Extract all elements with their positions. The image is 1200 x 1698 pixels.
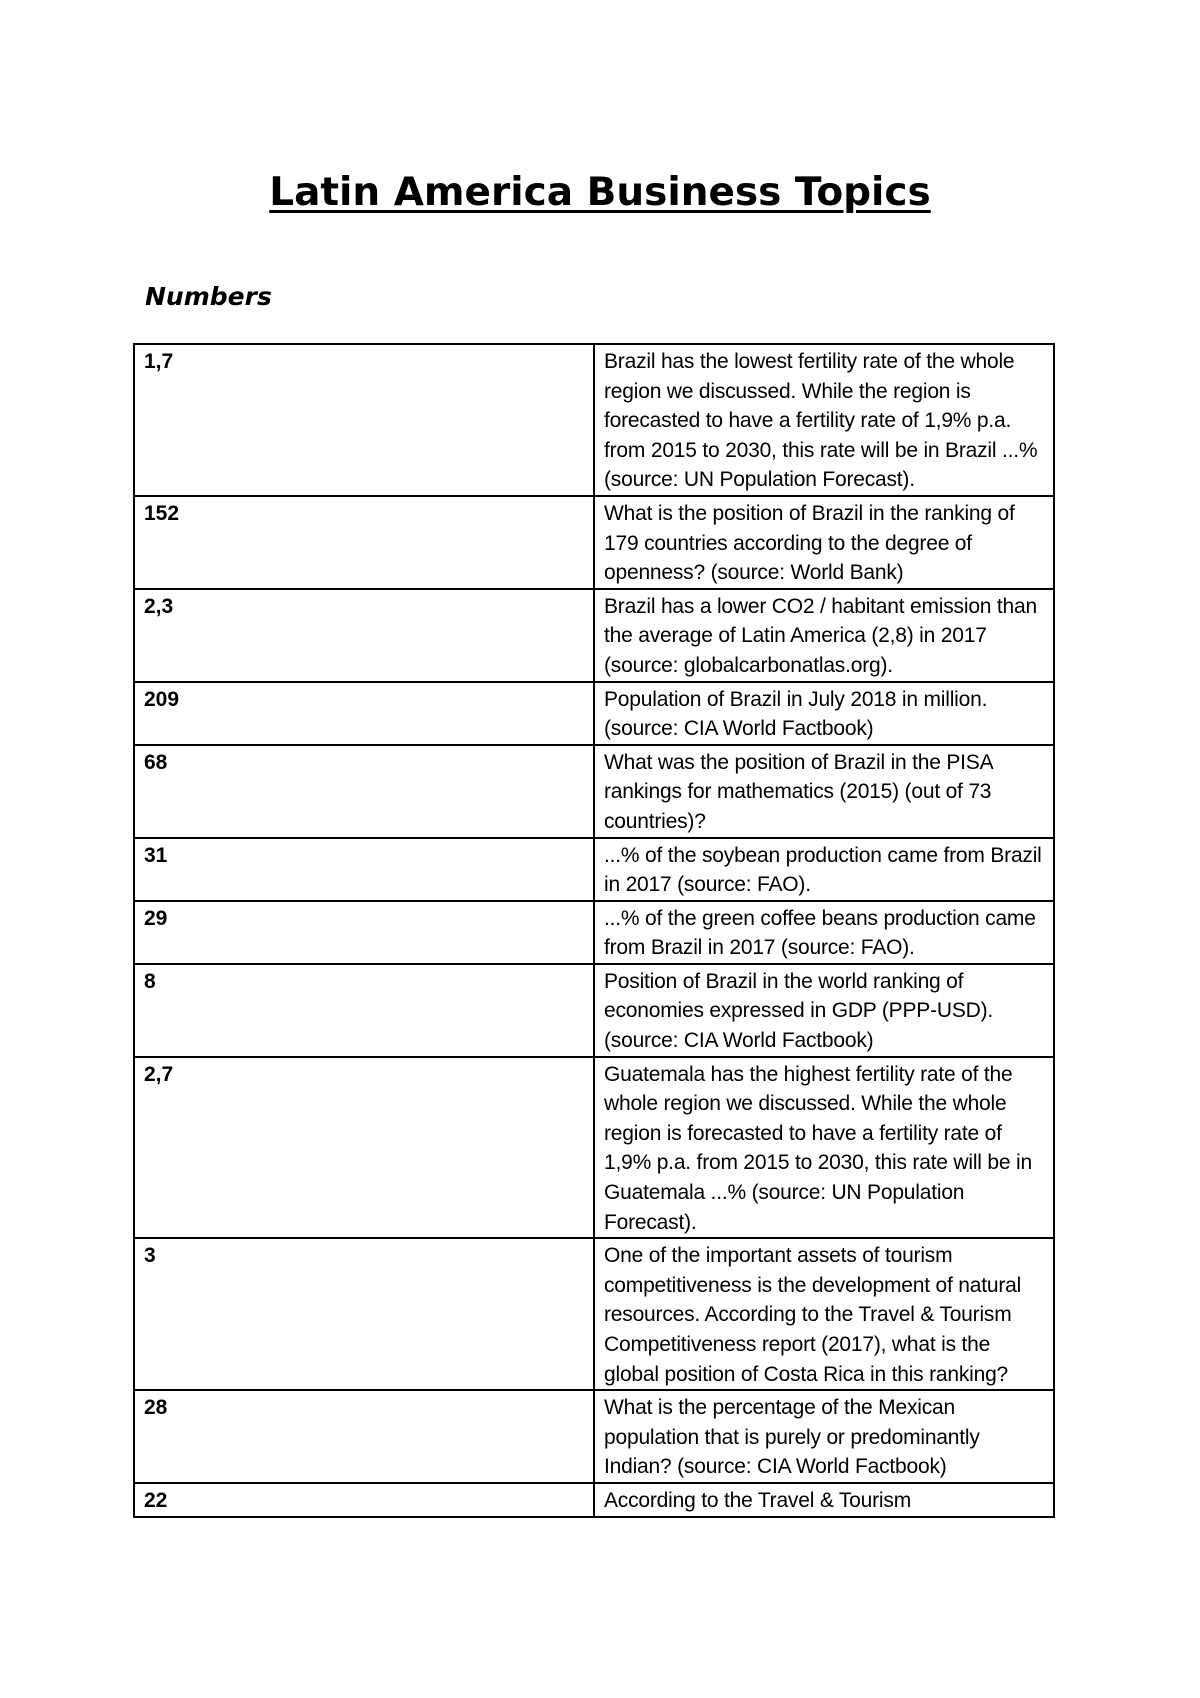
description-cell: One of the important assets of tourism competitiveness is the development of natural resources. According to the Travel & Tourism Competitiveness report (2017), what is the global position of Costa Rica in this ranking?	[594, 1238, 1054, 1390]
description-cell: ...% of the green coffee beans production came from Brazil in 2017 (source: FAO).	[594, 901, 1054, 964]
number-cell: 2,3	[134, 589, 594, 682]
description-cell: Guatemala has the highest fertility rate of the whole region we discussed. While the whole region is forecasted to have a fertility rate of 1,9% p.a. from 2015 to 2030, this rate will be in Guatemala ...% (source: UN Population Forecast).	[594, 1057, 1054, 1239]
number-cell: 2,7	[134, 1057, 594, 1239]
table-row	[134, 682, 1054, 745]
number-cell: 152	[134, 496, 594, 589]
table-row	[134, 1390, 1054, 1483]
table-row	[134, 838, 1054, 901]
table-row	[134, 496, 1054, 589]
table-row	[134, 745, 1054, 838]
numbers-table	[133, 343, 1055, 1518]
section-heading-numbers: Numbers	[145, 282, 272, 311]
table-row	[134, 901, 1054, 964]
table-row	[134, 1238, 1054, 1390]
number-cell: 3	[134, 1238, 594, 1390]
number-cell: 209	[134, 682, 594, 745]
table-row	[134, 589, 1054, 682]
description-cell: Brazil has a lower CO2 / habitant emission than the average of Latin America (2,8) in 2017 (source: globalcarbonatlas.org).	[594, 589, 1054, 682]
page-title: Latin America Business Topics	[269, 170, 931, 215]
number-cell: 22	[134, 1483, 594, 1517]
description-cell: Population of Brazil in July 2018 in million. (source: CIA World Factbook)	[594, 682, 1054, 745]
description-cell: What is the percentage of the Mexican population that is purely or predominantly Indian? (source: CIA World Factbook)	[594, 1390, 1054, 1483]
number-cell: 31	[134, 838, 594, 901]
number-cell: 29	[134, 901, 594, 964]
number-cell: 68	[134, 745, 594, 838]
table-row	[134, 344, 1054, 496]
table-row	[134, 1057, 1054, 1239]
description-cell: What is the position of Brazil in the ranking of 179 countries according to the degree of openness? (source: World Bank)	[594, 496, 1054, 589]
description-cell: What was the position of Brazil in the PISA rankings for mathematics (2015) (out of 73 countries)?	[594, 745, 1054, 838]
description-cell: According to the Travel & Tourism	[594, 1483, 1054, 1517]
number-cell: 1,7	[134, 344, 594, 496]
number-cell: 8	[134, 964, 594, 1057]
table-row	[134, 1483, 1054, 1517]
description-cell: Brazil has the lowest fertility rate of the whole region we discussed. While the region is forecasted to have a fertility rate of 1,9% p.a. from 2015 to 2030, this rate will be in Brazil ...% (source: UN Population Forecast).	[594, 344, 1054, 496]
number-cell: 28	[134, 1390, 594, 1483]
description-cell: ...% of the soybean production came from Brazil in 2017 (source: FAO).	[594, 838, 1054, 901]
description-cell: Position of Brazil in the world ranking of economies expressed in GDP (PPP-USD). (source: CIA World Factbook)	[594, 964, 1054, 1057]
table-row	[134, 964, 1054, 1057]
